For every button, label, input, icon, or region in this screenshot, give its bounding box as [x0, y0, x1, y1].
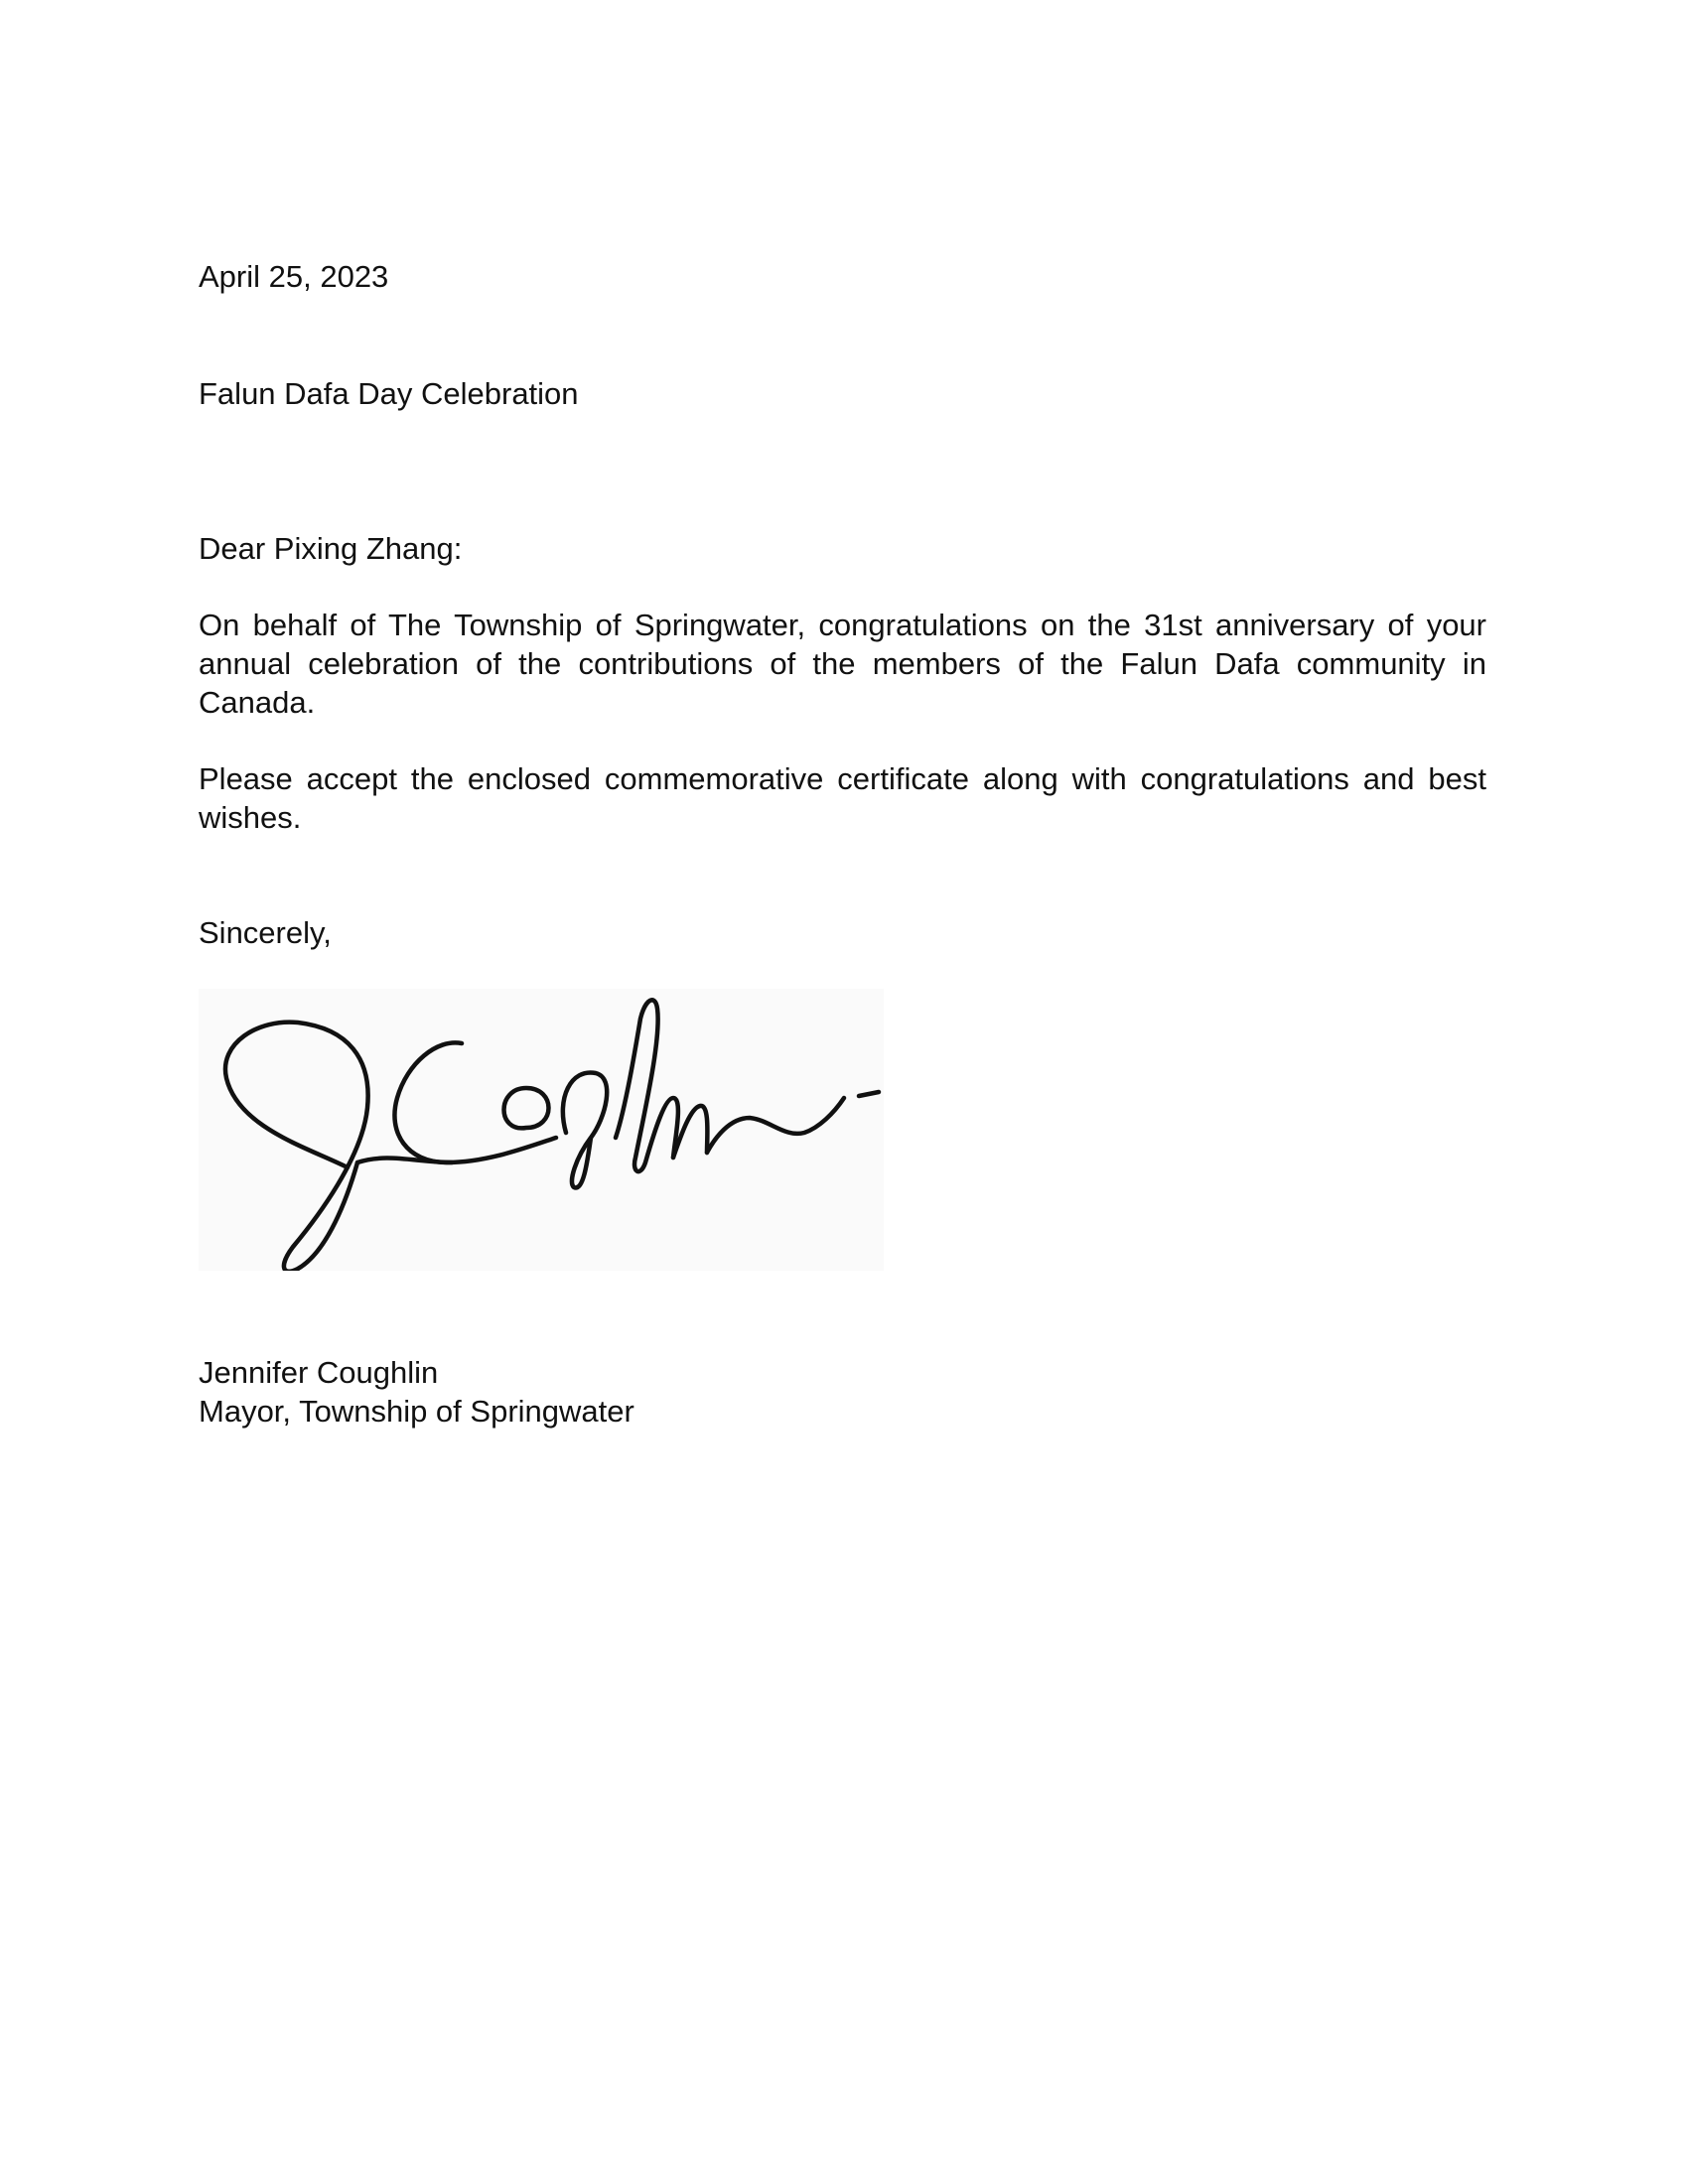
signature-image — [199, 989, 884, 1271]
letter-date: April 25, 2023 — [199, 259, 389, 294]
letter-subject: Falun Dafa Day Celebration — [199, 376, 579, 411]
letter-paragraph-2: Please accept the enclosed commemorative certificate along with congratulations and best wishes. — [199, 761, 1486, 835]
letter-salutation: Dear Pixing Zhang: — [199, 531, 463, 566]
letter-paragraph-1: On behalf of The Township of Springwater, congratulations on the 31st anniversary of your annual celebration of the contributions of the members of the Falun Dafa community in Canada. — [199, 608, 1486, 720]
signature-icon — [199, 989, 884, 1271]
letter-closing: Sincerely, — [199, 915, 332, 950]
signer-block — [199, 1353, 634, 1431]
signer-title: Mayor, Township of Springwater — [199, 1394, 634, 1429]
signer-name: Jennifer Coughlin — [199, 1355, 439, 1390]
